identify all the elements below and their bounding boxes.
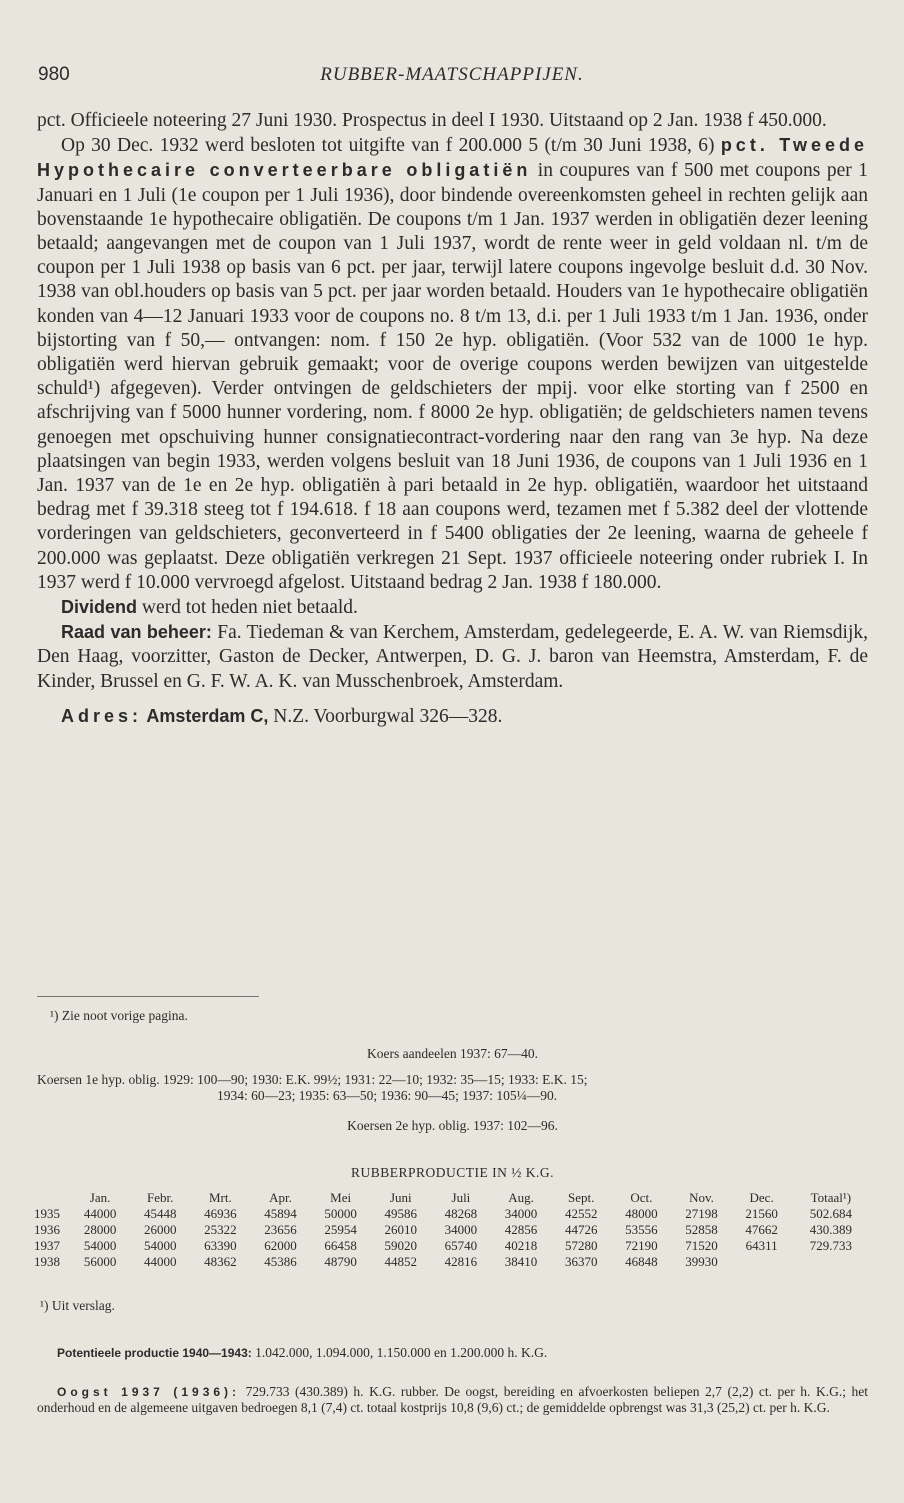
- table-cell: 42856: [504, 1222, 538, 1237]
- body-text: [37, 109, 868, 729]
- table-cell: 44726: [564, 1222, 598, 1237]
- board-text: Fa. Tiedeman & van Kerchem, Amsterdam, gedelegeerde, E. A. W. van Riemsdijk, Den Haag, voorzitter, Gaston de Decker, Antwerpen, D. G. J. baron van Heemstra, Amsterdam, F. de Kinder, Brussel en G. F. W. A. K. van Musschenbroek, Amsterdam.: [37, 622, 868, 692]
- table-header-cell: Jan.: [89, 1190, 111, 1205]
- running-title: RUBBER-MAATSCHAPPIJEN.: [320, 64, 584, 85]
- table-cell: 47662: [745, 1222, 778, 1237]
- table-cell: 71520: [685, 1238, 718, 1253]
- table-cell: 50000: [324, 1206, 357, 1221]
- table-cell: 25322: [204, 1222, 237, 1237]
- table-cell: 45894: [264, 1206, 297, 1221]
- table-cell: 1936: [34, 1222, 60, 1237]
- first-mortgage-prices-line2: 1934: 60—23; 1935: 63—50; 1936: 90—45; 1937: 105¼—90.: [217, 1088, 558, 1103]
- table-cell: 44000: [143, 1254, 177, 1269]
- table-cell: 502.684: [809, 1206, 852, 1221]
- table-header-cell: Febr.: [147, 1190, 174, 1205]
- table-cell: 66458: [324, 1238, 357, 1253]
- dividend-text: werd tot heden niet betaald.: [137, 597, 358, 619]
- table-cell: 34000: [504, 1206, 538, 1221]
- table-cell: 42816: [444, 1254, 478, 1269]
- harvest-text: 729.733 (430.389) h. K.G. rubber. De oogst, bereiding en afvoerkosten beliepen 2,7 (2,2) ct. per h. K.G.; het onderhoud en de algemeene uitgaven bedroegen 8,1 (7,4) ct. totaal kostprijs 10,8 (9,6) ct.; de gemiddelde opbrengst was 31,3 (25,2) ct. per h. K.G.: [37, 1384, 868, 1415]
- table-cell: 48362: [204, 1254, 237, 1269]
- potential-production: [57, 1345, 888, 1361]
- table-cell: 26000: [143, 1222, 177, 1237]
- table-header-cell: Nov.: [689, 1190, 714, 1205]
- board-label: Raad van beheer:: [61, 622, 212, 643]
- address-city: Amsterdam C,: [142, 705, 269, 726]
- table-cell: 59020: [384, 1238, 418, 1253]
- dividend-paragraph: [37, 595, 868, 620]
- table-cell: 72190: [625, 1238, 658, 1253]
- table-header-cell: Dec.: [749, 1190, 774, 1205]
- paragraph-second-mortgage: [37, 133, 868, 595]
- address-text: N.Z. Voorburgwal 326—328.: [268, 705, 503, 727]
- potential-text: 1.042.000, 1.094.000, 1.150.000 en 1.200.000 h. K.G.: [251, 1345, 548, 1360]
- table-cell: 36370: [564, 1254, 598, 1269]
- table-cell: 729.733: [809, 1238, 852, 1253]
- table-cell: 46848: [625, 1254, 658, 1269]
- table-cell: 64311: [745, 1238, 778, 1253]
- table-header-cell: Mrt.: [208, 1190, 232, 1205]
- table-cell: 45448: [143, 1206, 177, 1221]
- harvest-paragraph: [37, 1384, 868, 1416]
- table-cell: 1937: [34, 1238, 60, 1253]
- paragraph-outstanding: pct. Officieele noteering 27 Juni 1930. Prospectus in deel I 1930. Uitstaand op 2 Jan. 1938 f 450.000.: [37, 110, 827, 131]
- paragraph-details: in coupures van f 500 met coupons per 1 Januari en 1 Juli (1e coupon per 1 Juli 1936), door bindende overeenkomsten geheel in rechten gelijk aan bovenstaande 1e hypothecaire obligatiën. De coupons t/m 1 Jan. 1937 werden in obligatiën dezer leening betaald; aangevangen met de coupon van 1 Juli 1937, wordt de rente weer in geld voldaan nl. t/m de coupon per 1 Juli 1938 op basis van 6 pct. per jaar, terwijl latere coupons ingevolge besluit d.d. 30 Nov. 1938 van obl.houders op basis van 5 pct. per jaar worden betaald. Houders van 1e hypothecaire obligatiën konden van 4—12 Januari 1933 voor de coupons no. 8 t/m 13, d.i. per 1 Juli 1933 t/m 1 Jan. 1936, onder bijstorting van f 50,— ontvangen: nom. f 150 2e hyp. obligatiën. (Voor 532 van de 1000 1e hyp. obligatiën werd hiervan gebruik gemaakt; voor de overige coupons werden bewijzen van uitgestelde schuld¹) afgegeven). Verder ontvingen de geldschieters der mpij. voor elke storting van f 2500 en afschrijving van f 5000 hunner vordering, nom. f 8000 2e hyp. obligatiën; de geldschieters namen tevens genoegen met opschuiving hunner consignatiecontract-vordering naar den rang van 3e hyp. Na deze plaatsingen van begin 1933, werden volgens besluit van 18 Juni 1936, de coupons van 1 Juli 1936 en 1 Jan. 1937 van de 1e en 2e hyp. obligatiën à pari betaald in 2e hyp. obligatiën, waardoor het uitstaand bedrag met f 39.318 steeg tot f 194.618. f 18 aan coupons werd, tezamen met f 5.382 deel der vlottende vorderingen van geldschieters, geconverteerd in f 5400 obligaties der 2e leening, waarna de geheele f 200.000 was geplaatst. Deze obligatiën verkregen 21 Sept. 1937 officieele noteering onder rubriek I. In 1937 werd f 10.000 vervroegd afgelost. Uitstaand bedrag 2 Jan. 1938 f 180.000.: [37, 160, 869, 593]
- table-header-cell: Totaal¹): [810, 1190, 852, 1205]
- footnote-2: ¹) Uit verslag.: [40, 1298, 115, 1313]
- table-cell: 48268: [444, 1206, 478, 1221]
- table-header-cell: Oct.: [630, 1190, 653, 1205]
- table-cell: 27198: [685, 1206, 718, 1221]
- table-row: [34, 1222, 870, 1238]
- address-paragraph: [37, 704, 868, 729]
- table-cell: 45386: [264, 1254, 297, 1269]
- table-header-cell: Mei: [330, 1190, 352, 1205]
- table-cell: 39930: [685, 1254, 718, 1269]
- paragraph-intro: Op 30 Dec. 1932 werd besloten tot uitgifte van f 200.000 5 (t/m 30 Juni 1938, 6): [61, 135, 721, 157]
- address-label: Adres:: [61, 705, 143, 726]
- table-cell: 430.389: [809, 1222, 852, 1237]
- table-cell: 65740: [444, 1238, 478, 1253]
- harvest-label: Oogst 1937 (1936):: [57, 1385, 241, 1399]
- table-cell: 62000: [264, 1238, 297, 1253]
- table-cell: 48000: [625, 1206, 658, 1221]
- table-cell: 56000: [83, 1254, 117, 1269]
- board-paragraph: [37, 620, 868, 694]
- bond-title: pct. Tweede Hypothecaire converteerbare obligatiën: [37, 135, 868, 181]
- share-prices: Koers aandeelen 1937: 67—40.: [367, 1046, 538, 1061]
- table-cell: 34000: [444, 1222, 478, 1237]
- table-cell: 40218: [504, 1238, 538, 1253]
- table-cell: 1938: [34, 1254, 60, 1269]
- table-cell: 38410: [504, 1254, 538, 1269]
- table-cell: 48790: [324, 1254, 357, 1269]
- production-header-row: [34, 1190, 870, 1206]
- production-table: [34, 1190, 870, 1270]
- table-cell: 63390: [204, 1238, 237, 1253]
- table-header-cell: Juni: [389, 1190, 412, 1205]
- table-cell: [792, 1254, 870, 1270]
- table-cell: 46936: [204, 1206, 237, 1221]
- dividend-label: Dividend: [61, 597, 138, 618]
- table-cell: 25954: [324, 1222, 357, 1237]
- table-cell: 52858: [685, 1222, 718, 1237]
- table-header-cell: [34, 1190, 70, 1206]
- table-header-cell: Aug.: [508, 1190, 534, 1205]
- table-cell: 28000: [83, 1222, 117, 1237]
- page-header: [38, 64, 866, 90]
- table-cell: 23656: [264, 1222, 297, 1237]
- table-header-cell: Sept.: [568, 1190, 595, 1205]
- potential-label: Potentieele productie 1940—1943:: [57, 1346, 252, 1360]
- table-cell: 53556: [625, 1222, 658, 1237]
- table-cell: 57280: [564, 1238, 598, 1253]
- production-title: RUBBERPRODUCTIE IN ½ K.G.: [350, 1165, 554, 1180]
- table-cell: 54000: [143, 1238, 177, 1253]
- table-cell: [732, 1254, 792, 1270]
- page-number: 980: [38, 64, 70, 85]
- table-cell: 21560: [745, 1206, 778, 1221]
- table-row: [34, 1254, 870, 1270]
- first-mortgage-prices-line1: Koersen 1e hyp. oblig. 1929: 100—90; 1930: E.K. 99½; 1931: 22—10; 1932: 35—15; 1933: E.K. 15;: [37, 1072, 588, 1087]
- second-mortgage-prices: Koersen 2e hyp. oblig. 1937: 102—96.: [347, 1118, 558, 1133]
- footnote-divider: [37, 996, 259, 997]
- table-header-cell: Juli: [451, 1190, 471, 1205]
- table-cell: 49586: [384, 1206, 418, 1221]
- first-mortgage-prices: [37, 1072, 868, 1104]
- table-row: [34, 1238, 870, 1254]
- table-cell: 26010: [384, 1222, 418, 1237]
- table-header-cell: Apr.: [269, 1190, 292, 1205]
- table-cell: 44852: [384, 1254, 418, 1269]
- table-row: [34, 1206, 870, 1222]
- table-cell: 1935: [34, 1206, 60, 1221]
- table-cell: 44000: [83, 1206, 117, 1221]
- footnote-1: ¹) Zie noot vorige pagina.: [50, 1008, 188, 1023]
- table-cell: 42552: [564, 1206, 598, 1221]
- table-cell: 54000: [83, 1238, 117, 1253]
